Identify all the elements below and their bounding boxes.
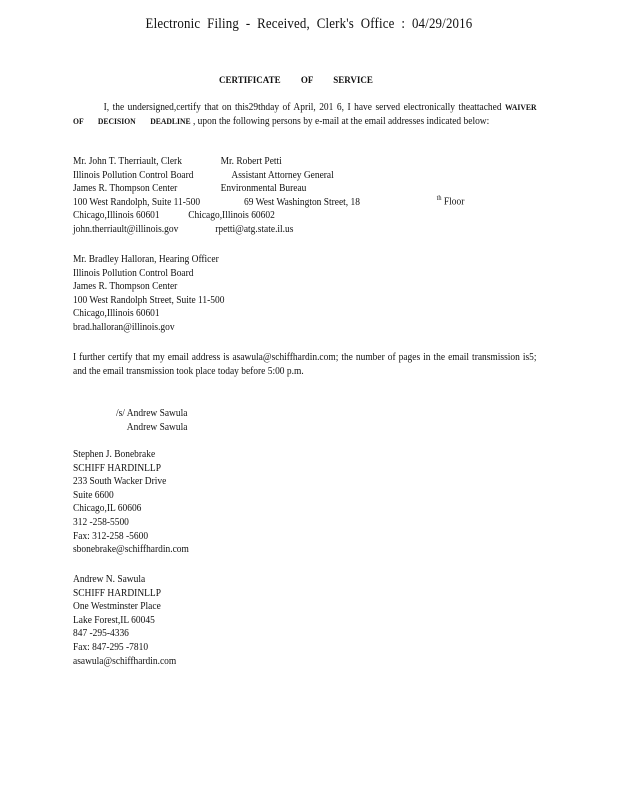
signature-line: /s/ Andrew Sawula [116,408,188,419]
attorney-line: 847 -295-4336 [73,628,129,640]
recipients-block-1 [73,155,541,245]
address-line: Mr. Robert Petti [220,156,282,167]
attorney-line: Suite 6600 [73,489,114,501]
address-line: James R. Thompson Center [73,183,178,195]
address-line: Mr. Bradley Halloran, Hearing Officer [73,254,219,265]
address-line: Mr. John T. Therriault, Clerk [73,156,182,167]
filing-header: Electronic Filing - Received, Clerk's Office : 04/29/2016 [145,16,473,32]
attorney-line: One Westminster Place [73,601,161,613]
address-line: Illinois Pollution Control Board [73,169,194,181]
address-line: Illinois Pollution Control Board [73,267,194,279]
attorney-line: asawula@schiffhardin.com [73,655,177,667]
service-paragraph [73,101,537,128]
floor-superscript: th [436,194,442,202]
attorney-line: Stephen J. Bonebrake [73,449,156,460]
address-line: Environmental Bureau [220,183,307,195]
address-line: James R. Thompson Center [73,281,178,293]
address-line: Chicago,Illinois 60601 [73,308,160,320]
attorney-line: 312 -258-5500 [73,516,129,528]
certify-paragraph: I further certify that my email address is asawula@schiffhardin.com; the number of pages in the email transmission is5; and the email transmission took place today before 5:00 p.m. [73,352,537,377]
address-line: john.therriault@illinois.gov [73,223,179,235]
address-line: 100 West Randolph, Suite 11-500 [73,196,201,208]
attorney-line: 233 South Wacker Drive [73,476,167,488]
service-paragraph-pre: I, the undersigned,certify that on this29thday of April, 201 6, I have served electronically theattached [103,102,502,113]
attorney-line: sbonebrake@schiffhardin.com [73,544,189,556]
address-line: Chicago,Illinois 60601 [73,210,160,222]
attorney-line: Lake Forest,IL 60045 [73,614,155,626]
attorney-line: Chicago,IL 60606 [73,503,142,515]
address-line: Chicago,Illinois 60602 [188,210,275,222]
attorney-line: Fax: 312-258 -5600 [73,530,149,542]
signature-name: Andrew Sawula [126,421,188,433]
document-title: CERTIFICATE OF SERVICE [219,75,373,85]
signature-block [116,407,187,434]
attorney-line: SCHIFF HARDINLLP [73,462,161,474]
floor-word: Floor [443,196,465,208]
address-line: Assistant Attorney General [231,169,334,181]
address-line: 100 West Randolph Street, Suite 11-500 [73,294,225,306]
attorney-line: SCHIFF HARDINLLP [73,587,161,599]
floor-line [437,192,465,209]
address-line: brad.halloran@illinois.gov [73,321,175,333]
document-name: WAIVER OF DECISION DEADLINE [73,102,537,126]
attorney-line: Fax: 847-295 -7810 [73,641,149,653]
recipient-attorney-general [73,155,360,237]
attorney-block-1 [73,448,189,557]
recipients-block-2 [73,253,224,335]
address-line: 69 West Washington Street, 18 [244,196,360,208]
attorney-line: Andrew N. Sawula [73,574,146,585]
service-paragraph-post: , upon the following persons by e-mail at the email addresses indicated below: [192,115,490,127]
attorney-block-2 [73,573,176,668]
address-line: rpetti@atg.state.il.us [215,223,294,235]
